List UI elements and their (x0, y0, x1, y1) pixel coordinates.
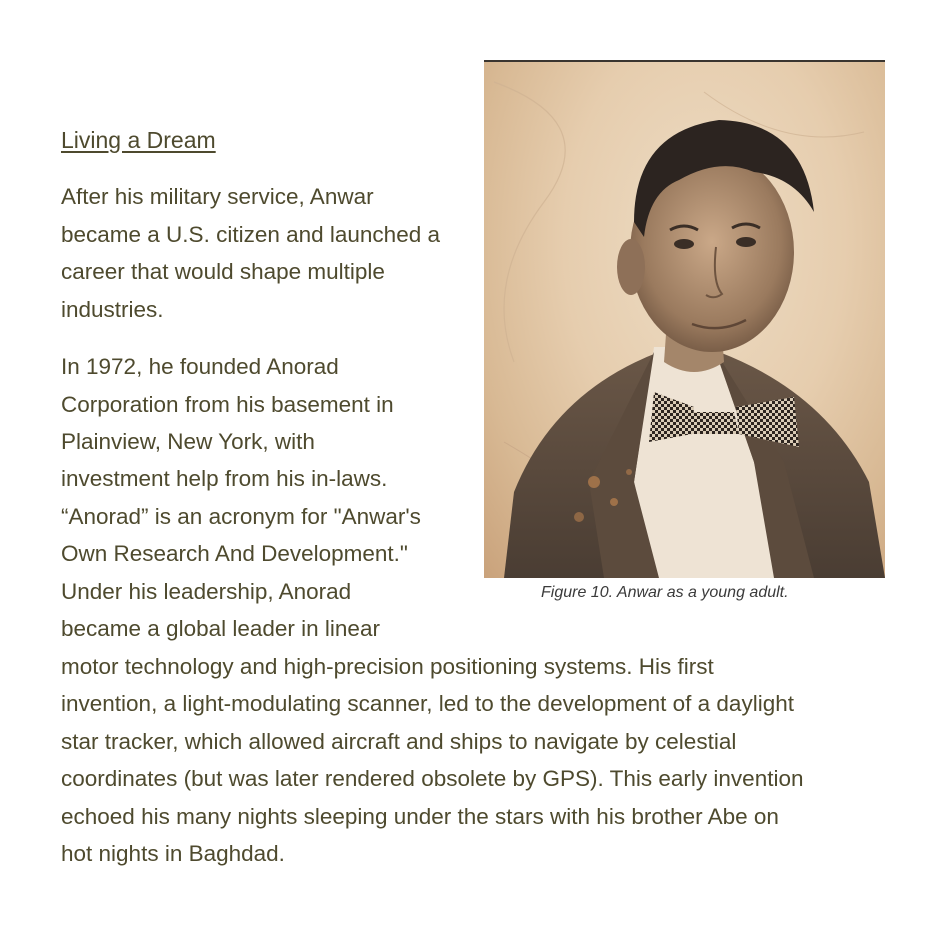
body-line: industries. (61, 297, 164, 322)
body-line: coordinates (but was later rendered obsolete by GPS). This early invention (61, 766, 804, 791)
body-line: motor technology and high-precision positioning systems. His first (61, 654, 714, 679)
body-line: After his military service, Anwar (61, 184, 374, 209)
body-line: Own Research And Development." (61, 541, 408, 566)
section-heading: Living a Dream (61, 127, 216, 153)
body-line: “Anorad” is an acronym for "Anwar's (61, 504, 421, 529)
body-line: became a global leader in linear (61, 616, 380, 641)
body-line: Under his leadership, Anorad (61, 579, 352, 604)
portrait-illustration (484, 62, 885, 578)
body-line: became a U.S. citizen and launched a (61, 222, 440, 247)
figure-caption: Figure 10. Anwar as a young adult. (541, 584, 789, 601)
body-line: investment help from his in-laws. (61, 466, 388, 491)
body-line: hot nights in Baghdad. (61, 841, 285, 866)
body-line: In 1972, he founded Anorad (61, 354, 339, 379)
body-line: echoed his many nights sleeping under the stars with his brother Abe on (61, 804, 779, 829)
body-line: Plainview, New York, with (61, 429, 315, 454)
body-line: invention, a light-modulating scanner, led to the development of a daylight (61, 691, 794, 716)
body-line: career that would shape multiple (61, 259, 385, 284)
body-line: Corporation from his basement in (61, 392, 394, 417)
body-line: star tracker, which allowed aircraft and ships to navigate by celestial (61, 729, 737, 754)
portrait-photo (484, 60, 885, 578)
